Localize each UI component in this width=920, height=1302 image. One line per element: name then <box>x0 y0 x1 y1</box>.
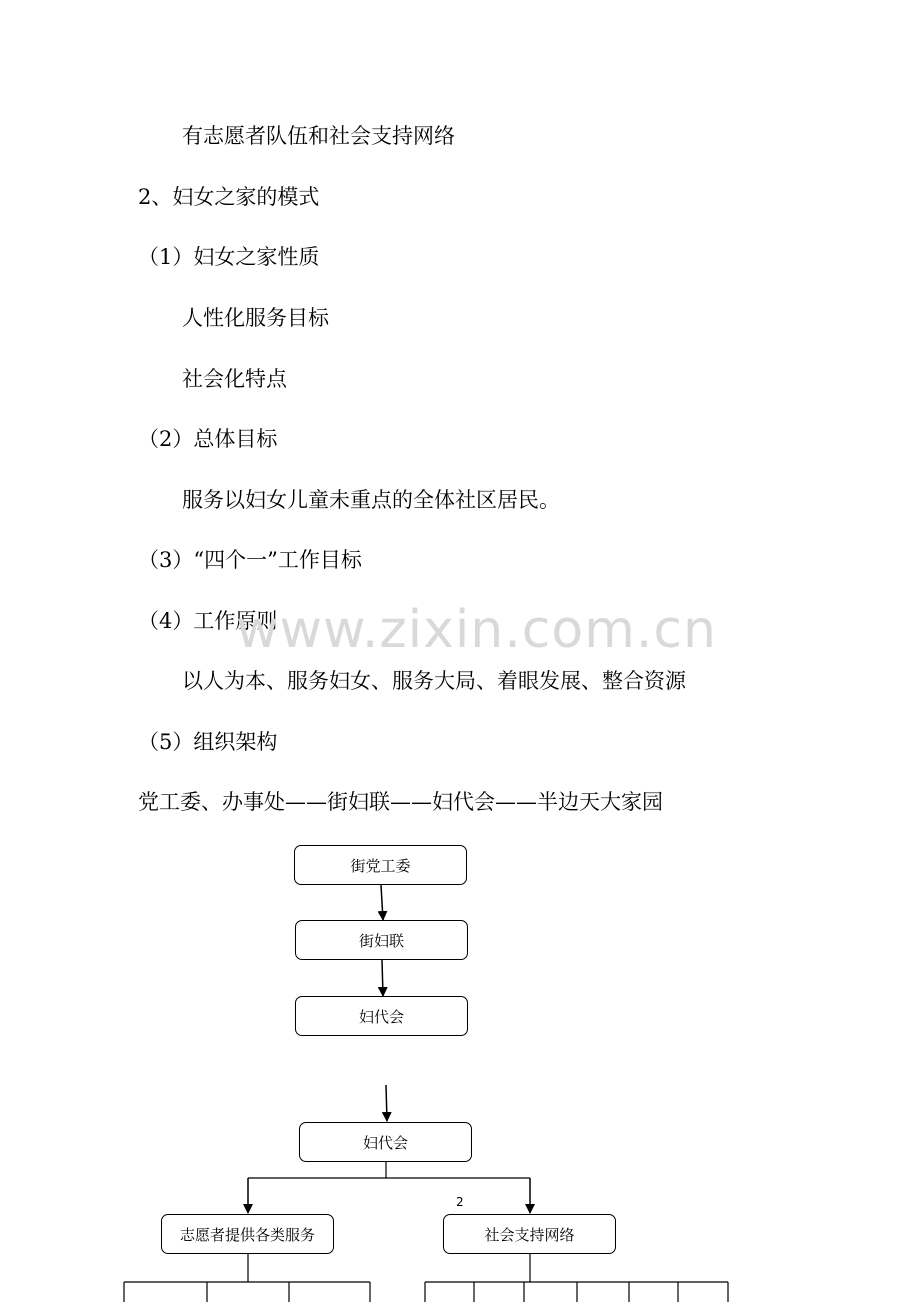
subheading-nature: （1）妇女之家性质 <box>138 245 320 269</box>
text-line-org-chain: 党工委、办事处——街妇联——妇代会——半边天大家园 <box>138 790 663 814</box>
text-line-service-target: 服务以妇女儿童未重点的全体社区居民。 <box>182 488 560 512</box>
subheading-work-principles: （4）工作原则 <box>138 609 278 633</box>
chart2-box-women-congress: 妇代会 <box>299 1122 472 1162</box>
arrow-party-to-federation <box>381 885 383 920</box>
subheading-overall-goal: （2）总体目标 <box>138 427 278 451</box>
chart1-box-women-federation: 街妇联 <box>295 920 468 960</box>
text-line-principles: 以人为本、服务妇女、服务大局、着眼发展、整合资源 <box>182 669 686 693</box>
text-line-humanized-goal: 人性化服务目标 <box>182 306 329 330</box>
heading-women-home-model: 2、妇女之家的模式 <box>138 185 320 209</box>
chart2-box-social-support-network: 社会支持网络 <box>443 1214 616 1254</box>
subheading-four-ones: （3）“四个一”工作目标 <box>138 548 362 572</box>
arrow-into-chart2 <box>386 1085 387 1121</box>
chart1-box-party-committee: 街党工委 <box>294 845 467 885</box>
page-number: 2 <box>456 1195 464 1209</box>
watermark: www.zixin.com.cn <box>236 600 717 660</box>
chart2-box-volunteer-services: 志愿者提供各类服务 <box>161 1214 334 1254</box>
text-line-social-feature: 社会化特点 <box>182 367 287 391</box>
text-line-volunteer-network: 有志愿者队伍和社会支持网络 <box>182 124 455 148</box>
chart1-box-women-congress: 妇代会 <box>295 996 468 1036</box>
arrow-federation-to-congress <box>382 960 383 996</box>
subheading-org-structure: （5）组织架构 <box>138 730 278 754</box>
